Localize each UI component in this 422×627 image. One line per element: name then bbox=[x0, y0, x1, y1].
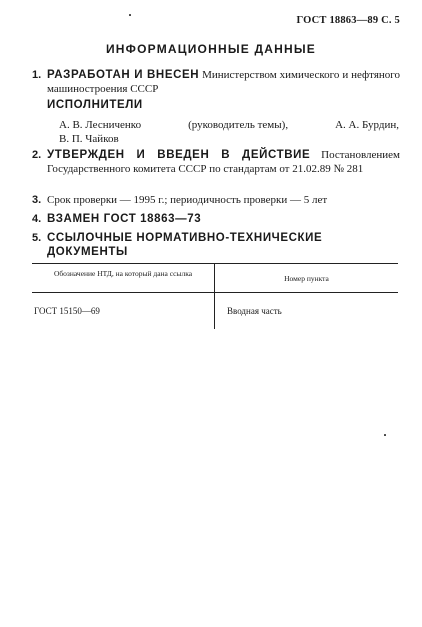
performers-line bbox=[59, 118, 399, 132]
table-cell-ntd: ГОСТ 15150—69 bbox=[34, 306, 100, 316]
item-content bbox=[47, 212, 400, 226]
performers-heading: ИСПОЛНИТЕЛИ bbox=[47, 99, 143, 111]
table-divider bbox=[214, 263, 215, 329]
item-content bbox=[47, 68, 400, 96]
table-rule bbox=[32, 263, 398, 264]
section-title: ИНФОРМАЦИОННЫЕ ДАННЫЕ bbox=[105, 42, 317, 56]
references-table bbox=[32, 263, 398, 329]
performer-name: В. П. Чайков bbox=[59, 133, 119, 145]
performer-name: А. В. Лесниченко bbox=[59, 119, 142, 131]
item-number: 5. bbox=[32, 232, 42, 244]
performer-role: (руководитель темы), bbox=[188, 119, 289, 131]
table-cell-clause: Вводная часть bbox=[227, 306, 282, 316]
item-developed bbox=[32, 68, 400, 96]
item-text: Постановлением Государственного комитета СССР по стандартам от 21.02.89 № 281 bbox=[47, 149, 400, 175]
item-text: Срок проверки — 1995 г.; периодичность проверки — 5 лет bbox=[47, 194, 328, 206]
item-number: 3. bbox=[32, 194, 42, 206]
item-references bbox=[32, 231, 400, 259]
scan-speck bbox=[129, 14, 131, 16]
item-number: 2. bbox=[32, 149, 42, 161]
item-number: 1. bbox=[32, 69, 42, 81]
item-lead: ВЗАМЕН ГОСТ 18863—73 bbox=[47, 213, 202, 225]
table-header-clause: Номер пункта bbox=[284, 274, 329, 283]
item-replaces bbox=[32, 212, 400, 226]
table-header-ntd: Обозначение НТД, на который дана ссылка bbox=[53, 269, 193, 278]
scan-speck bbox=[384, 434, 386, 436]
item-lead: ССЫЛОЧНЫЕ НОРМАТИВНО-ТЕХНИЧЕСКИЕ ДОКУМЕНТЫ bbox=[47, 232, 323, 258]
performer-name: А. А. Бурдин, bbox=[335, 119, 399, 131]
item-content bbox=[47, 148, 400, 176]
item-lead: УТВЕРЖДЕН И ВВЕДЕН В ДЕЙСТВИЕ bbox=[47, 149, 311, 161]
item-content bbox=[47, 231, 400, 259]
item-number: 4. bbox=[32, 213, 42, 225]
page-header: ГОСТ 18863—89 С. 5 bbox=[296, 15, 400, 26]
item-text: Министерством химического и нефтяного машиностроения СССР bbox=[47, 69, 401, 95]
item-approved bbox=[32, 148, 400, 176]
table-rule bbox=[32, 292, 398, 293]
item-lead: РАЗРАБОТАН И ВНЕСЕН bbox=[47, 69, 200, 81]
item-review bbox=[32, 193, 400, 207]
performers-list bbox=[59, 118, 399, 146]
